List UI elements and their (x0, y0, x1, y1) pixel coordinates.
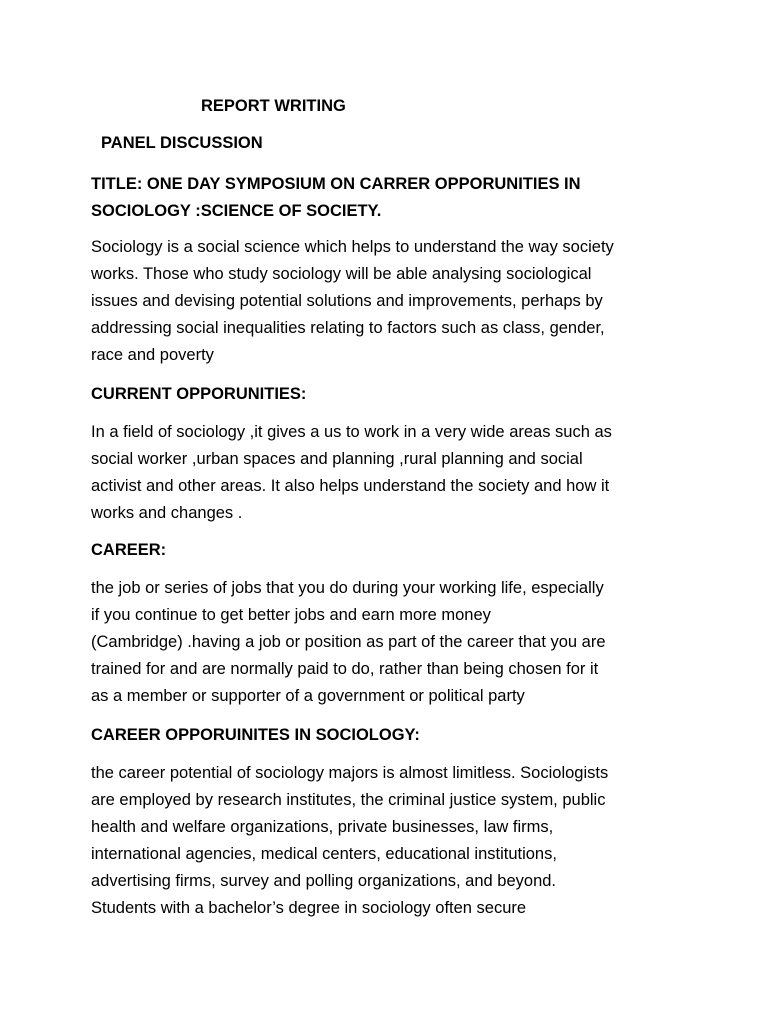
intro-paragraph (91, 234, 681, 369)
paragraph-line: advertising firms, survey and polling organizations, and beyond. (91, 872, 557, 890)
title-line: TITLE: ONE DAY SYMPOSIUM ON CARRER OPPORUNITIES IN (91, 175, 581, 193)
paragraph-line: issues and devising potential solutions and improvements, perhaps by (91, 292, 603, 310)
document-title (91, 171, 681, 225)
report-heading: REPORT WRITING (201, 97, 346, 115)
current-opportunities-heading: CURRENT OPPORUNITIES: (91, 385, 307, 403)
paragraph-line: as a member or supporter of a government or political party (91, 687, 525, 705)
paragraph-line: international agencies, medical centers, educational institutions, (91, 845, 557, 863)
paragraph-line: if you continue to get better jobs and earn more money (91, 606, 491, 624)
paragraph-line: trained for and are normally paid to do, rather than being chosen for it (91, 660, 599, 678)
paragraph-line: race and poverty (91, 346, 214, 364)
career-heading: CAREER: (91, 541, 167, 559)
paragraph-line: addressing social inequalities relating to factors such as class, gender, (91, 319, 605, 337)
sociology-opportunities-heading: CAREER OPPORUINITES IN SOCIOLOGY: (91, 726, 420, 744)
paragraph-line: the job or series of jobs that you do during your working life, especially (91, 579, 604, 597)
paragraph-line: Students with a bachelor’s degree in sociology often secure (91, 899, 527, 917)
current-opportunities-paragraph (91, 419, 681, 527)
paragraph-line: works and changes . (91, 504, 243, 522)
paragraph-line: works. Those who study sociology will be able analysing sociological (91, 265, 592, 283)
paragraph-line: health and welfare organizations, private businesses, law firms, (91, 818, 554, 836)
paragraph-line: the career potential of sociology majors is almost limitless. Sociologists (91, 764, 609, 782)
paragraph-line: In a field of sociology ,it gives a us to work in a very wide areas such as (91, 423, 612, 441)
paragraph-line: social worker ,urban spaces and planning ,rural planning and social (91, 450, 583, 468)
title-line: SOCIOLOGY :SCIENCE OF SOCIETY. (91, 202, 382, 220)
paragraph-line: Sociology is a social science which helps to understand the way society (91, 238, 614, 256)
career-paragraph (91, 575, 681, 710)
paragraph-line: are employed by research institutes, the criminal justice system, public (91, 791, 606, 809)
paragraph-line: (Cambridge) .having a job or position as part of the career that you are (91, 633, 606, 651)
panel-subheading: PANEL DISCUSSION (101, 134, 263, 152)
sociology-opportunities-paragraph (91, 760, 681, 922)
paragraph-line: activist and other areas. It also helps understand the society and how it (91, 477, 610, 495)
